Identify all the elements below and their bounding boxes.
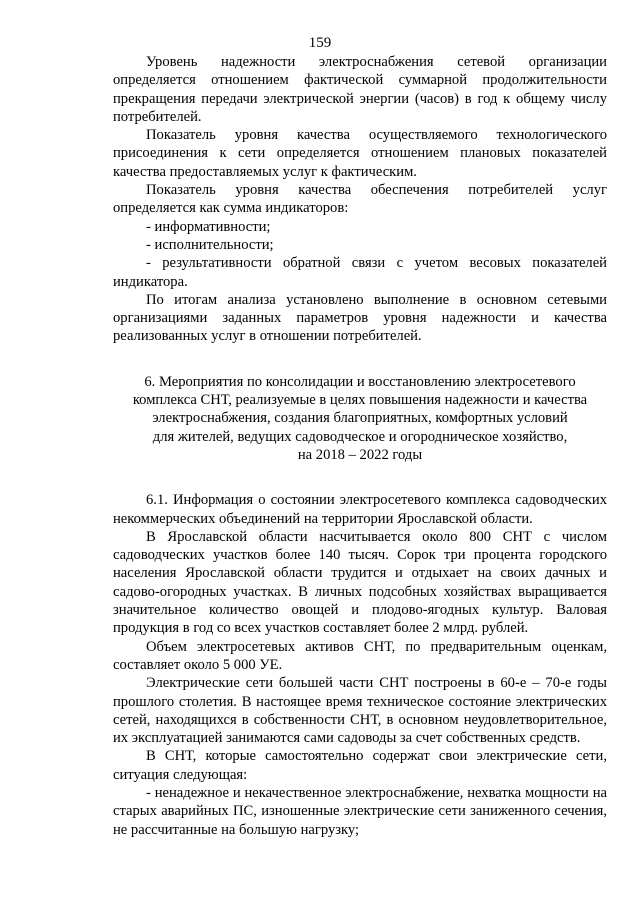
heading-line: комплекса СНТ, реализуемые в целях повышения надежности и качества bbox=[132, 392, 588, 409]
heading-line: 6. Мероприятия по консолидации и восстановлению электросетевого bbox=[144, 373, 576, 390]
paragraph: Электрические сети большей части СНТ построены в 60-е – 70-е годы прошлого столетия. В настоящее время техническое состояние электрических сетей, находящихся в собственности СНТ, в основном неудовлетворительное, их эксплуатацией занимаются сами садоводы за счет собственных средств. bbox=[113, 675, 607, 747]
section-heading bbox=[113, 373, 607, 464]
paragraph: В Ярославской области насчитывается около 800 СНТ с числом садоводческих участков более 140 тысяч. Сорок три процента городского населения Ярославской области трудится и отдыхает на своих дачных и садово-огородных участках. В личных подсобных хозяйствах выращивается значительное количество овощей и плодово-ягодных культур. Валовая продукция в год со всех участков составляет более 2 млрд. рублей. bbox=[113, 528, 607, 637]
heading-line: для жителей, ведущих садоводческое и огородническое хозяйство, bbox=[152, 428, 568, 445]
paragraph: Показатель уровня качества обеспечения потребителей услуг определяется как сумма индикаторов: bbox=[113, 182, 607, 217]
heading-line: на 2018 – 2022 годы bbox=[297, 446, 423, 463]
list-item: - исполнительности; bbox=[146, 236, 274, 253]
paragraph: В СНТ, которые самостоятельно содержат свои электрические сети, ситуация следующая: bbox=[113, 748, 607, 783]
body-text bbox=[113, 53, 607, 839]
list-item: - информативности; bbox=[146, 218, 271, 235]
subsection-paragraph: 6.1. Информация о состоянии электросетевого комплекса садоводческих некоммерческих объединений на территории Ярославской области. bbox=[113, 492, 607, 527]
list-item: - ненадежное и некачественное электроснабжение, нехватка мощности на старых аварийных ПС, изношенные электрические сети заниженного сечения, не рассчитанные на большую нагрузку; bbox=[113, 784, 607, 838]
paragraph: Уровень надежности электроснабжения сетевой организации определяется отношением фактической суммарной продолжительности прекращения передачи электрической энергии (часов) в год к общему числу потребителей. bbox=[113, 54, 607, 125]
heading-line: электроснабжения, создания благоприятных, комфортных условий bbox=[152, 410, 568, 427]
paragraph: Объем электросетевых активов СНТ, по предварительным оценкам, составляет около 5 000 УЕ. bbox=[113, 638, 607, 673]
page-number: 159 bbox=[308, 35, 332, 51]
list-item: - результативности обратной связи с учетом весовых показателей индикатора. bbox=[113, 255, 607, 290]
paragraph: Показатель уровня качества осуществляемого технологического присоединения к сети определяется отношением плановых показателей качества предоставляемых услуг к фактическим. bbox=[113, 127, 607, 180]
paragraph: По итогам анализа установлено выполнение в основном сетевыми организациями заданных параметров уровня надежности и качества реализованных услуг в отношении потребителей. bbox=[113, 291, 607, 345]
